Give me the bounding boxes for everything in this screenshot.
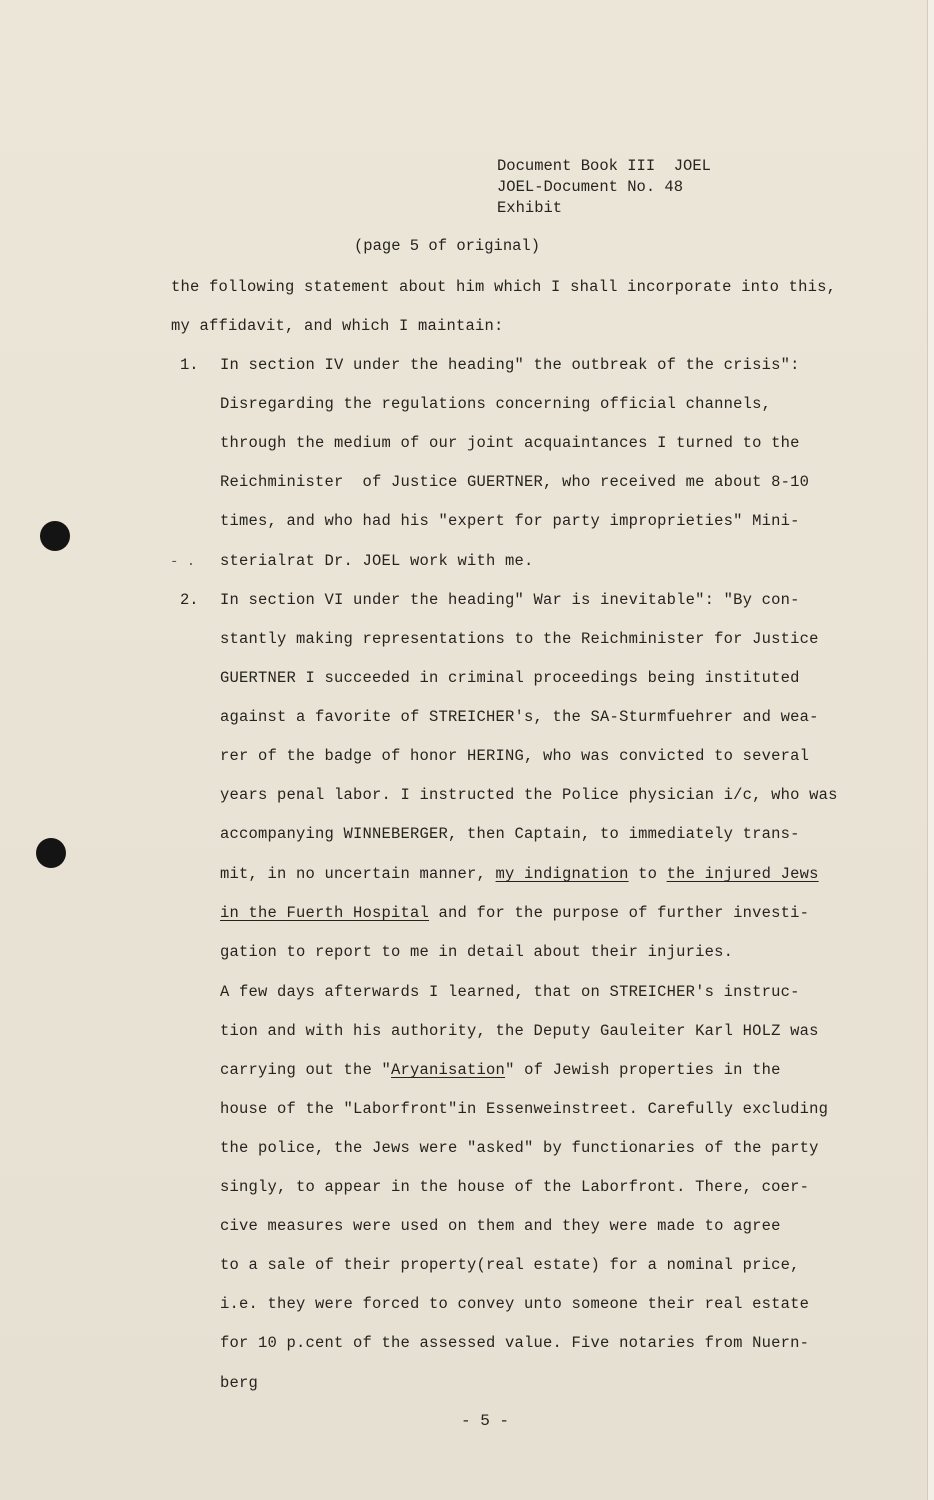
para-line-7: cive measures were used on them and they were made to agree [220,1217,781,1235]
underlined-fuerth-hospital: in the Fuerth Hospital [220,904,430,922]
intro-line-2: my affidavit, and which I maintain: [171,317,504,335]
item-2-line-9 [220,903,809,923]
header-line-2: JOEL-Document No. 48 [497,178,684,196]
item-1-line-4: Reichminister of Justice GUERTNER, who received me about 8-10 [220,473,810,491]
para-line-9: i.e. they were forced to convey unto someone their real estate [220,1295,810,1313]
para-line-10: for 10 p.cent of the assessed value. Five notaries from Nuern- [220,1334,810,1352]
item-1-line-5: times, and who had his "expert for party improprieties" Mini- [220,512,800,530]
item-2-line-3: GUERTNER I succeeded in criminal proceedings being instituted [220,669,800,687]
punch-hole-upper [40,521,70,551]
line-8-text-a: mit, in no uncertain manner, [220,865,496,883]
item-2-line-4: against a favorite of STREICHER's, the SA-Sturmfuehrer and wea- [220,708,819,726]
para-line-5: the police, the Jews were "asked" by functionaries of the party [220,1139,819,1157]
para-line-6: singly, to appear in the house of the Laborfront. There, coer- [220,1178,810,1196]
underlined-indignation: my indignation [495,865,629,883]
item-2-line-6: years penal labor. I instructed the Police physician i/c, who was [220,786,838,804]
line-13-text-b: " of Jewish properties in the [505,1061,781,1079]
para-line-8: to a sale of their property(real estate) for a nominal price, [220,1256,800,1274]
header-line-3: Exhibit [497,199,563,217]
para-line-1: A few days afterwards I learned, that on STREICHER's instruc- [220,983,800,1001]
item-2-line-1: In section VI under the heading" War is inevitable": "By con- [220,591,800,609]
paper-edge [927,0,934,1500]
line-13-text-a: carrying out the " [220,1061,392,1079]
item-2-line-5: rer of the badge of honor HERING, who was convicted to several [220,747,810,765]
line-8-text-b: to [628,865,667,883]
page-reference: (page 5 of original) [354,237,541,255]
header-line-1: Document Book III JOEL [497,157,711,175]
underlined-aryanisation: Aryanisation [391,1061,506,1079]
punch-hole-lower [36,838,66,868]
item-2-line-8 [220,864,819,884]
intro-line-1: the following statement about him which I shall incorporate into this, [171,278,837,296]
item-1-line-3: through the medium of our joint acquaintances I turned to the [220,434,800,452]
item-1-line-2: Disregarding the regulations concerning official channels, [220,395,772,413]
para-line-11: berg [220,1374,259,1392]
item-1-line-6: sterialrat Dr. JOEL work with me. [220,552,534,570]
item-2-line-7: accompanying WINNEBERGER, then Captain, to immediately trans- [220,825,800,843]
item-2-line-10: gation to report to me in detail about their injuries. [220,943,734,961]
margin-mark: - . [170,554,196,570]
item-2-line-2: stantly making representations to the Reichminister for Justice [220,630,819,648]
page-number: - 5 - [461,1412,510,1430]
item-2-number: 2. [180,591,199,609]
para-line-2: tion and with his authority, the Deputy Gauleiter Karl HOLZ was [220,1022,819,1040]
line-9-text: and for the purpose of further investi- [429,904,810,922]
document-header [497,156,711,219]
para-line-4: house of the "Laborfront"in Essenweinstreet. Carefully excluding [220,1100,829,1118]
item-1-line-1: In section IV under the heading" the outbreak of the crisis": [220,356,800,374]
underlined-injured-jews: the injured Jews [666,865,819,883]
para-line-3 [220,1060,781,1080]
item-1-number: 1. [180,356,199,374]
